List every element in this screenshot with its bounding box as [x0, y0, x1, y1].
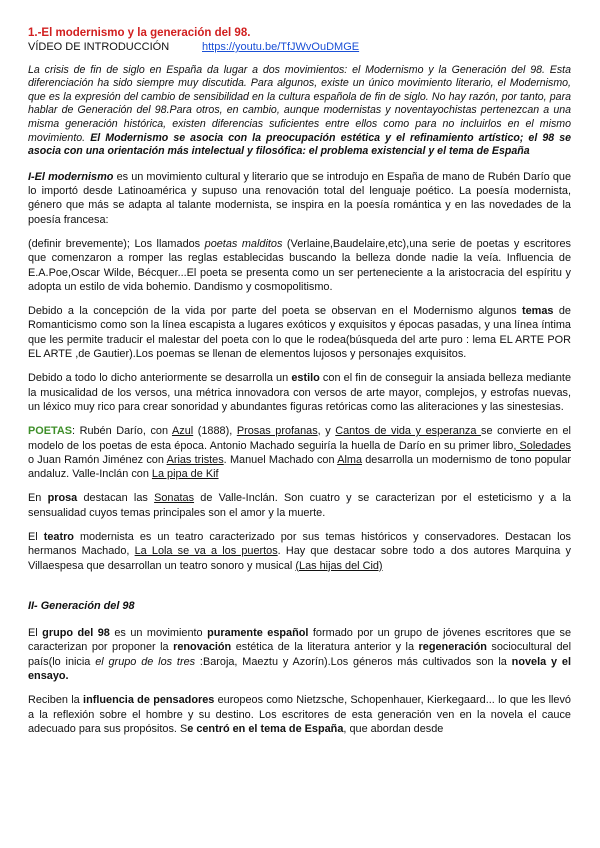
text-span: (definir brevemente); Los llamados — [28, 237, 205, 250]
text-span: modernista es un teatro caracterizado por sus temas históricos y conservadores. Destacan los hermanos Machado, — [28, 530, 571, 558]
estilo-paragraph — [28, 371, 571, 414]
text-span: :Baroja, Maeztu y Azorín).Los géneros más cultivados son la — [195, 655, 512, 668]
video-label: VÍDEO DE INTRODUCCIÓN — [28, 41, 170, 54]
teatro-paragraph — [28, 530, 571, 573]
text-italic: poetas malditos — [204, 237, 283, 250]
text-bold: estilo — [291, 372, 320, 385]
work-title: Sonatas — [154, 492, 195, 505]
text-span: En — [28, 492, 48, 505]
text-span: o Juan Ramón Jiménez con — [28, 453, 167, 466]
malditos-paragraph — [28, 237, 571, 294]
work-title: Azul — [171, 425, 194, 438]
prosa-paragraph — [28, 491, 571, 520]
document-page — [28, 26, 571, 736]
work-title: La pipa de Kif — [151, 468, 219, 481]
text-bold: temas — [521, 305, 554, 318]
influencia-paragraph — [28, 693, 571, 736]
work-title: Cantos de vida y esperanza — [335, 425, 481, 438]
text-span: Debido a la concepción de la vida por parte del poeta se observan en el Modernismo algunos — [28, 305, 522, 318]
text-span: de Valle-Inclán. Son cuatro y se caracterizan por el esteticismo y a la sensualidad cuyos temas principales son el amor y la muerte. — [28, 492, 571, 519]
text-span: (1888), — [193, 425, 237, 438]
text-span: formado por un grupo de jóvenes escritores que se caracterizan por proponer la — [28, 627, 571, 654]
text-span: (Verlaine,Baudelaire,etc),una serie de poetas y escritores que comenzaron a romper las reglas establecidas buscando la belleza donde nadie la veía. Influencia de E.A.Poe,Oscar Wilde, Bécquer...El poeta se presenta como un ser perteneciente a la aristocracia del espíritu y adopta un estilo de vida bohemio. Dandismo y cosmopolitismo. — [28, 237, 571, 293]
text-span: . Manuel Machado con — [223, 453, 338, 466]
modernismo-paragraph — [28, 170, 571, 227]
work-title: Prosas profanas — [236, 425, 318, 438]
text-bold: teatro — [43, 530, 74, 543]
text-bold: novela y el ensayo. — [28, 655, 571, 683]
text-span: de Romanticismo como son la línea escapista a lugares exóticos y exquisitos y épocas pasadas, y una línea íntima que les permite traducir el malestar del poeta con lo que le rodea(búsqueda del arte puro : lema EL ARTE POR EL ARTE ,de Gautier).Los poemas se llenan de elementos lujosos y personajes exquisitos. — [28, 305, 571, 361]
poetas-label: POETAS — [28, 425, 72, 438]
text-span: , que abordan desde — [343, 722, 444, 735]
text-span: , y — [317, 425, 336, 438]
grupo98-paragraph — [28, 626, 571, 683]
work-title: Arias tristes — [166, 453, 224, 466]
text-span: desarrolla un modernismo de tono popular andaluz. Valle-Inclán con — [28, 453, 572, 481]
intro-paragraph — [28, 64, 571, 159]
text-italic: el grupo de los tres — [95, 655, 196, 668]
intro-text: La crisis de fin de siglo en España da lugar a dos movimientos: el Modernismo y la Generación del 98. Esta diferenciación ha sido siempre muy discutida. Para algunos, existe un único movimiento literario, el Modernismo, que es la expresión del cambio de sensibilidad en la cultura española de fin de siglo. No hay razón, por tanto, para hablar de Generación del 98.Para otros, en cambio, aunque modernistas y noventayochistas pertenezcan a una misma generación histórica, existen diferencias suficientes entre ellos como para no incluirlos en el mismo movimiento. — [28, 63, 571, 144]
text-span: con el fin de conseguir la ansiada belleza mediante la musicalidad de los versos, una métrica innovadora con versos de arte mayor, complejos, y estrofas nuevas, un léxico muy rico para crear sonoridad y abundantes figuras retóricas como las aliteraciones y las sinestesias. — [28, 372, 571, 413]
text-span: europeos como Nietzsche, Schopenhauer, Kierkegaard... lo que les llevó a la reflexión sobre el hombre y su destino. Los escritores de esta generación ven en la novela el cauce adecuado para sus propósitos. S — [28, 694, 571, 735]
text-bold: e centró en el tema de España — [187, 722, 344, 735]
modernismo-text: es un movimiento cultural y literario que se introdujo en España de mano de Rubén Darío que lo importó desde Latinoamérica y supuso una renovación total del lenguaje poético. La poesía modernista, género que más se adapta al talante modernista, se inspira en la poesía romántica y en las novedades de la poesía francesa: — [28, 170, 572, 226]
text-span: : Rubén Darío, con — [71, 425, 172, 438]
page-title: 1.-El modernismo y la generación del 98. — [28, 27, 251, 39]
work-title: (Las hijas del Cid) — [295, 559, 383, 572]
text-bold: puramente español — [207, 627, 309, 640]
section-heading: II- Generación del 98 — [28, 599, 135, 612]
intro-bold: El Modernismo se asocia con la preocupación estética y el refinamiento artístico; el 98 se asocia con una orientación más intelectual y filosófica: el problema existencial y el tema de España — [28, 131, 571, 158]
text-bold: regeneración — [418, 641, 487, 654]
text-span: destacan las — [77, 492, 155, 505]
temas-paragraph — [28, 304, 571, 361]
work-title: La Lola se va a los puertos — [134, 545, 278, 558]
text-bold: prosa — [47, 492, 78, 505]
video-link[interactable]: https://youtu.be/TfJWvOuDMGE — [202, 41, 360, 54]
text-bold: grupo del 98 — [42, 627, 110, 640]
video-row — [28, 40, 571, 54]
text-span: se convierte en el modelo de los poetas de esta época. Antonio Machado seguiría la huella de Darío en su primer libro — [28, 425, 571, 452]
text-bold: renovación — [173, 641, 232, 654]
text-span: Debido a todo lo dicho anteriormente se desarrolla un — [28, 372, 292, 385]
text-span: Reciben la — [28, 694, 84, 707]
text-span: El — [28, 530, 44, 543]
work-title: Alma — [337, 453, 362, 466]
poetas-paragraph — [28, 424, 571, 481]
text-bold: influencia de pensadores — [83, 694, 215, 707]
text-span: sociocultural del país(lo inicia — [28, 641, 571, 668]
text-span: El — [28, 627, 43, 640]
text-span: estética de la literatura anterior y la — [231, 641, 419, 654]
text-span: es un movimiento — [109, 627, 208, 640]
work-title: , Soledades — [513, 439, 571, 452]
modernismo-label: I-El modernismo — [28, 170, 114, 183]
text-span: . Hay que destacar sobre todo a dos autores Marquina y Villaespesa que desarrollan un teatro sonoro y musical — [28, 545, 571, 572]
